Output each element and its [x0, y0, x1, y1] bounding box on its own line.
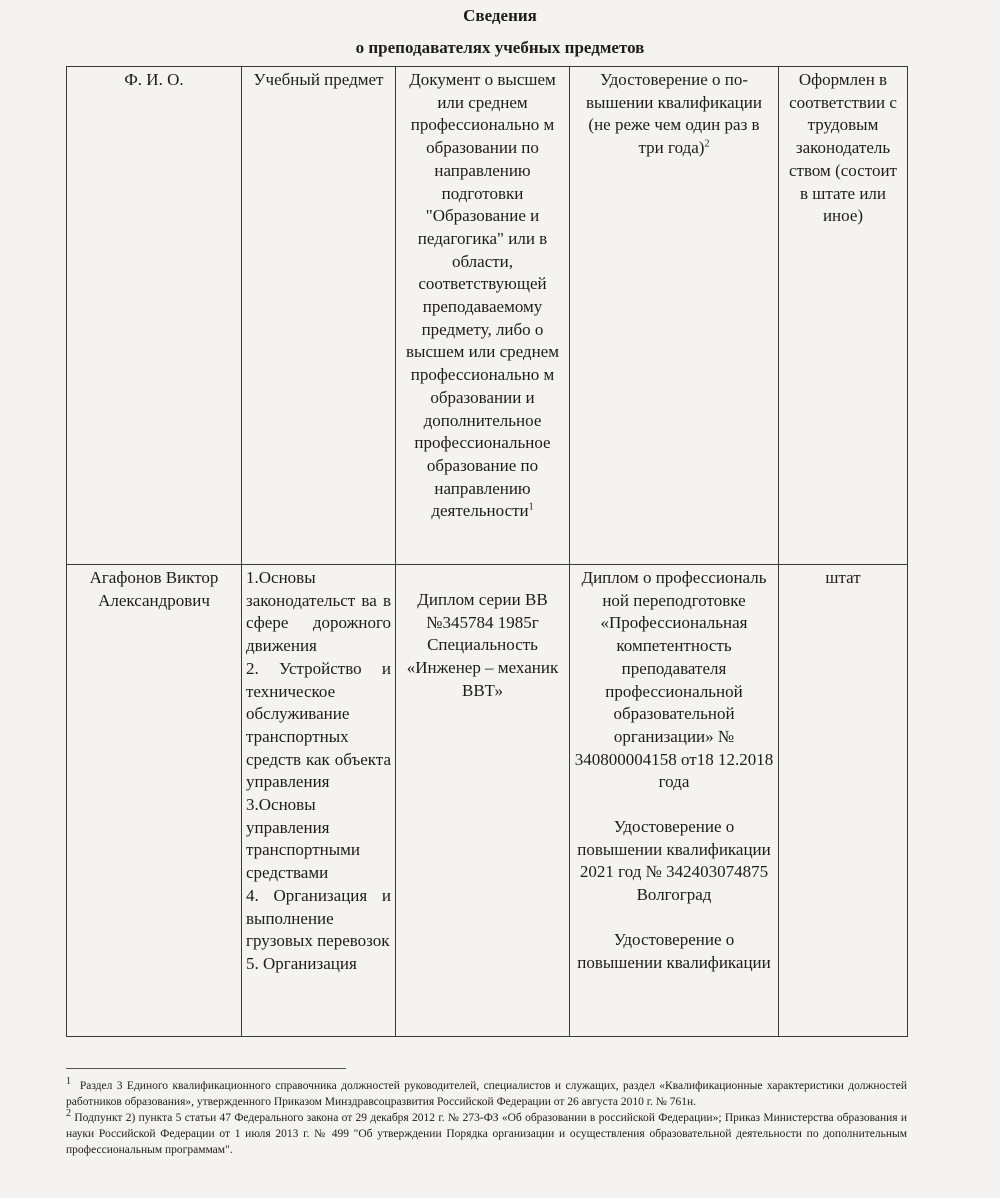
cell-employment: штат	[779, 565, 908, 1037]
cell-certificates	[570, 565, 779, 1037]
subject-item: 2. Устройство и техническое обслуживание транспортных средств как объекта управления	[246, 658, 391, 792]
cell-subjects	[242, 565, 396, 1037]
subject-item: 1.Основы законодательст ва в сфере дорожного движения	[246, 568, 391, 656]
certificate-item: Удостоверение о повышении квалификации	[577, 929, 771, 972]
subject-item: 5. Организация	[246, 953, 357, 973]
footnote-ref-1: 1	[528, 501, 534, 513]
subject-item: 3.Основы управления транспортными средствами	[246, 795, 361, 883]
table-row	[67, 565, 908, 1037]
header-fio: Ф. И. О.	[67, 67, 242, 565]
subject-item: 4. Организация и выполнение грузовых перевозок	[246, 885, 391, 951]
header-document: Документ о высшем или среднем профессионально м образовании по направлению подготовки "Образование и педагогика" или в области, соответствующей преподаваемому предмету, либо о высшем или среднем профессионально м образовании и дополнительное профессиональное образование по направлению деятельности$^1$	[396, 67, 570, 565]
table-header-row	[67, 67, 908, 565]
footnote-1: $^1$ Раздел 3 Единого квалификационного справочника должностей руководителей, специалистов и служащих, раздел «Квалификационные характеристики должностей работников образования», утвержденного Приказом Минздравсоцразвития Российской Федерации от 26 августа 2010 г. № 761н.	[66, 1076, 908, 1108]
cell-fio: Агафонов Виктор Александрович	[67, 565, 242, 1037]
certificate-item: Диплом о профессиональ ной переподготовке «Профессиональная компетентность преподавателя профессиональной образовательной организации» № 340800004158 от18 12.2018 года	[574, 568, 774, 792]
footnote-ref-2: 2	[704, 138, 710, 150]
document-title: Сведения	[463, 6, 537, 25]
document-subtitle: о преподавателях учебных предметов	[355, 38, 645, 57]
footnote-2: $^2$ Подпункт 2) пункта 5 статьи 47 Федерального закона от 29 декабря 2012 г. № 273-ФЗ «Об образовании в российской Федерации»; Приказ Министерства образования и науки Российской Федерации от 1 июля 2013 г. № 499 "Об утверждении Порядка организации и осуществления образовательной деятельности по дополнительным профессиональным программам".	[66, 1108, 908, 1156]
header-employment: Оформлен в соответствии с трудовым законодатель ством (состоит в штате или иное)	[779, 67, 908, 565]
footnote-divider	[66, 1068, 346, 1069]
teachers-table	[66, 66, 908, 1037]
cell-document: Диплом серии ВВ №345784 1985г Специальность «Инженер – механик ВВТ»	[396, 565, 570, 1037]
header-subject: Учебный предмет	[242, 67, 396, 565]
certificate-item: Удостоверение о повышении квалификации 2021 год № 342403074875 Волгоград	[577, 817, 771, 905]
footnotes	[66, 1078, 907, 1158]
header-certificate: Удостоверение о по-вышении квалификации (не реже чем один раз в три года)$^2$	[570, 67, 779, 565]
